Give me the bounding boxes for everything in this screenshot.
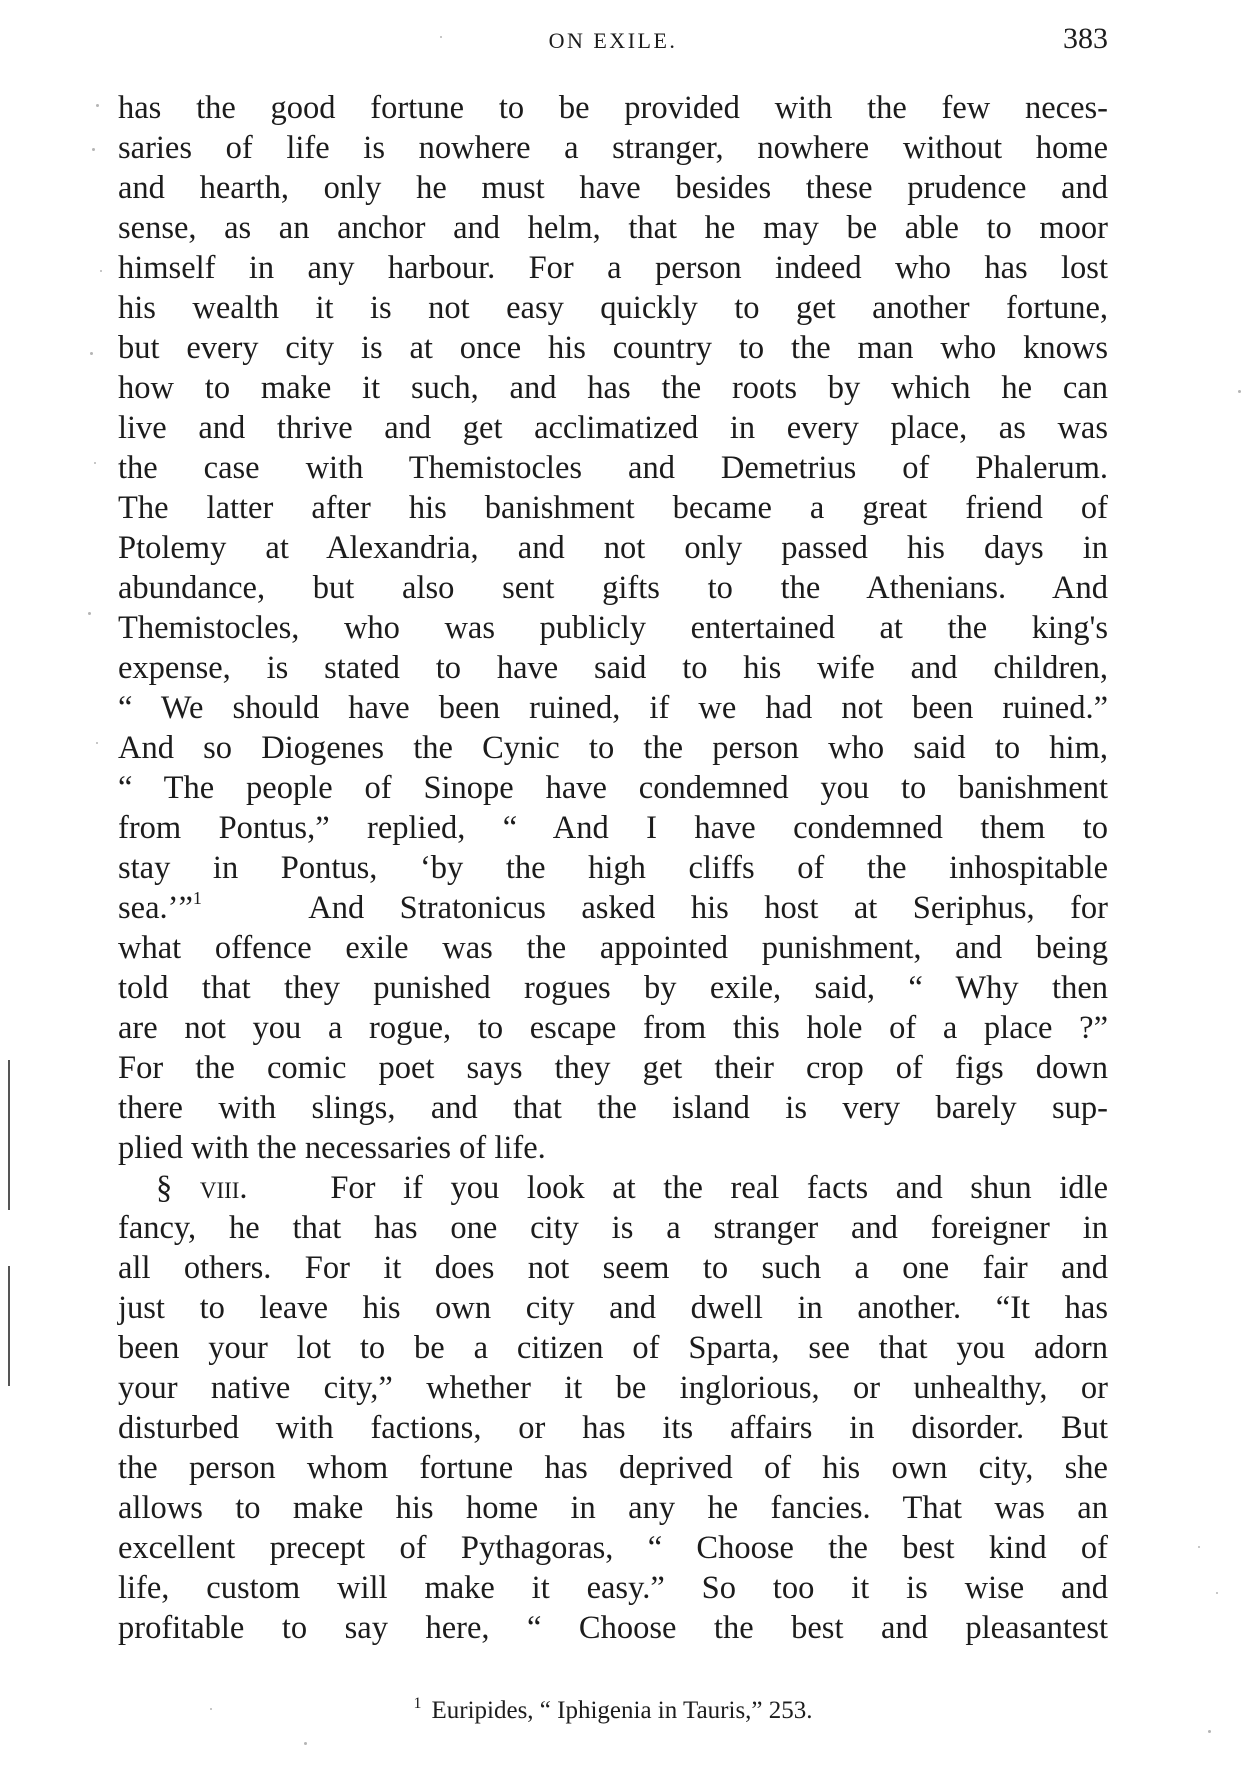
text-line: has the good fortune to be provided with the few neces- [118,90,1108,126]
text-line: and hearth, only he must have besides these prudence and [118,170,1108,206]
text-line: expense, is stated to have said to his wife and children, [118,650,1108,686]
text-line: live and thrive and get acclimatized in every place, as was [118,410,1108,446]
text-line: saries of life is nowhere a stranger, nowhere without home [118,130,1108,166]
text-line: all others. For it does not seem to such a one fair and [118,1250,1108,1286]
text-line: there with slings, and that the island is very barely sup- [118,1090,1108,1126]
text-line: the person whom fortune has deprived of his own city, she [118,1450,1108,1486]
page-number: 383 [1063,22,1108,55]
text-line: what offence exile was the appointed punishment, and being [118,930,1108,966]
text-line [118,888,1108,928]
margin-rule [8,1060,10,1210]
text-line: abundance, but also sent gifts to the Athenians. And [118,570,1108,606]
running-title: ON EXILE. [548,28,678,53]
text-line: Ptolemy at Alexandria, and not only passed his days in [118,530,1108,566]
scan-speck [304,1742,307,1745]
text-segment: And Stratonicus asked his host at Seriphus, for [308,890,1108,926]
margin-rule [8,1266,10,1386]
text-line: from Pontus,” replied, “ And I have condemned them to [118,810,1108,846]
text-line: The latter after his banishment became a great friend of [118,490,1108,526]
footnote [118,1694,1108,1728]
scan-speck [96,104,99,107]
scan-speck [100,270,102,272]
scan-speck [96,742,98,744]
text-line: “ We should have been ruined, if we had not been ruined.” [118,690,1108,726]
scan-speck [92,148,95,151]
scan-speck [1216,1592,1218,1594]
text-line: disturbed with factions, or has its affairs in disorder. But [118,1410,1108,1446]
text-line: his wealth it is not easy quickly to get another fortune, [118,290,1108,326]
scan-speck [1208,1730,1211,1733]
text-line: allows to make his home in any he fancies. That was an [118,1490,1108,1526]
footnote-ref: 1 [192,888,202,908]
text-line: the case with Themistocles and Demetrius of Phalerum. [118,450,1108,486]
text-line: plied with the necessaries of life. [118,1130,546,1166]
scan-speck [90,352,93,355]
scan-speck [1198,1546,1200,1548]
text-line: himself in any harbour. For a person indeed who has lost [118,250,1108,286]
text-line: fancy, he that has one city is a stranger and foreigner in [118,1210,1108,1246]
text-line: And so Diogenes the Cynic to the person who said to him, [118,730,1108,766]
text-line: are not you a rogue, to escape from this hole of a place ?” [118,1010,1108,1046]
scan-speck [88,612,91,615]
text-line: Themistocles, who was publicly entertained at the king's [118,610,1108,646]
text-line: been your lot to be a citizen of Sparta, see that you adorn [118,1330,1108,1366]
scan-speck [94,462,96,464]
text-line: life, custom will make it easy.” So too it is wise and [118,1570,1108,1606]
text-line: your native city,” whether it be inglorious, or unhealthy, or [118,1370,1108,1406]
running-head [118,22,1108,62]
body-text [118,88,1108,1648]
text-line: sense, as an anchor and helm, that he may be able to moor [118,210,1108,246]
text-line: excellent precept of Pythagoras, “ Choose the best kind of [118,1530,1108,1566]
text-line: profitable to say here, “ Choose the best and pleasantest [118,1610,1108,1646]
text-line: For the comic poet says they get their crop of figs down [118,1050,1108,1086]
text-line: stay in Pontus, ‘by the high cliffs of the inhospitable [118,850,1108,886]
section-marker: § viii. [156,1170,248,1206]
text-segment: For if you look at the real facts and shun idle [330,1170,1108,1206]
text-line [118,1168,1108,1208]
scan-speck [1238,390,1241,393]
text-line: told that they punished rogues by exile, said, “ Why then [118,970,1108,1006]
quote-end: sea.’” [118,890,193,926]
text-line: but every city is at once his country to the man who knows [118,330,1108,366]
text-line: just to leave his own city and dwell in another. “It has [118,1290,1108,1326]
footnote-marker: 1 [413,1695,422,1712]
text-line: how to make it such, and has the roots by which he can [118,370,1108,406]
text-line: “ The people of Sinope have condemned you to banishment [118,770,1108,806]
footnote-text: Euripides, “ Iphigenia in Tauris,” 253. [431,1697,813,1724]
